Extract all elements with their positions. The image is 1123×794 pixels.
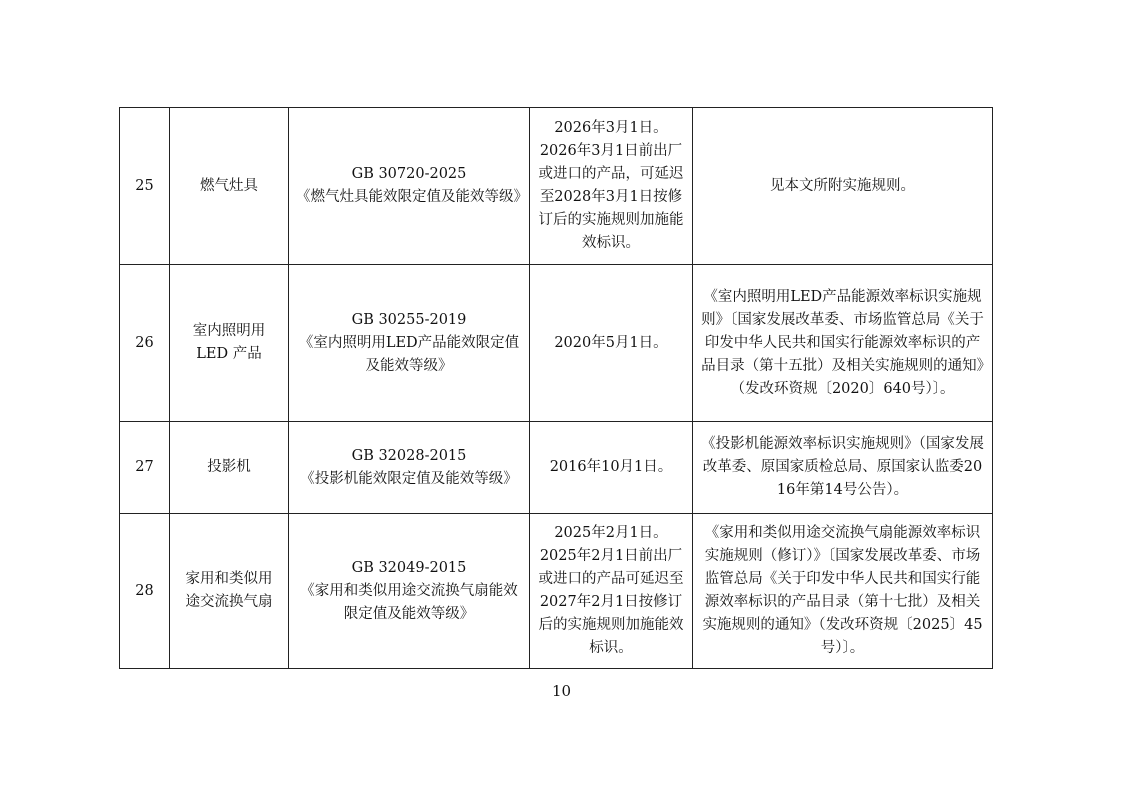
row-number-cell: 28 (120, 514, 170, 669)
standard-code: GB 32049-2015 (351, 559, 467, 576)
product-name-cell (170, 422, 289, 514)
implementation-date-cell (530, 514, 693, 669)
product-name-line: 家用和类似用 (185, 571, 273, 587)
standard-cell (289, 265, 530, 422)
table-row (120, 422, 993, 514)
product-name-cell (170, 514, 289, 669)
implementation-date-cell (530, 108, 693, 265)
implementation-rule-cell: 见本文所附实施规则。 (693, 108, 993, 265)
row-number-cell: 25 (120, 108, 170, 265)
implementation-date: 2020年5月1日。 (554, 334, 668, 351)
products-table (119, 107, 993, 669)
standard-cell (289, 514, 530, 669)
implementation-rule-cell: 《家用和类似用途交流换气扇能源效率标识实施规则（修订）》〔国家发展改革委、市场监管总局《关于印发中华人民共和国实行能源效率标识的产品目录（第十七批）及相关实施规则的通知》（发改环资规〔2025〕45号）〕。 (693, 514, 993, 669)
implementation-date: 2016年10月1日。 (549, 459, 673, 475)
standard-title: 《室内照明用LED产品能效限定值及能效等级》 (298, 334, 520, 374)
implementation-rule-cell: 《投影机能源效率标识实施规则》（国家发展改革委、原国家质检总局、原国家认监委2016年第14号公告）。 (693, 422, 993, 514)
standard-title: 《投影机能效限定值及能效等级》 (300, 470, 518, 487)
implementation-date-cell (530, 265, 693, 422)
standard-code: GB 32028-2015 (351, 447, 467, 464)
product-name-line: 室内照明用 (192, 323, 266, 339)
product-name-line: LED 产品 (196, 346, 262, 362)
table-row (120, 108, 993, 265)
product-name-line: 投影机 (207, 459, 251, 475)
standard-cell (289, 108, 530, 265)
product-name-cell (170, 265, 289, 422)
row-number-cell: 27 (120, 422, 170, 514)
implementation-date: 2025年2月1日。 (554, 525, 668, 541)
standard-cell (289, 422, 530, 514)
table-row (120, 265, 993, 422)
products-table-body (120, 108, 993, 669)
implementation-rule-cell: 《室内照明用LED产品能源效率标识实施规则》〔国家发展改革委、市场监管总局《关于印发中华人民共和国实行能源效率标识的产品目录（第十五批）及相关实施规则的通知》（发改环资规〔2020〕640号）〕。 (693, 265, 993, 422)
product-name-cell (170, 108, 289, 265)
implementation-date: 2026年3月1日。 (554, 120, 668, 136)
standard-code: GB 30720-2025 (351, 166, 467, 182)
standard-title: 《燃气灶具能效限定值及能效等级》 (296, 189, 528, 205)
transition-note: 2026年3月1日前出厂或进口的产品，可延迟至2028年3月1日按修订后的实施规则加施能效标识。 (538, 143, 684, 251)
standard-code: GB 30255-2019 (351, 311, 467, 328)
table-row (120, 514, 993, 669)
implementation-date-cell (530, 422, 693, 514)
row-number-cell: 26 (120, 265, 170, 422)
product-name-line: 途交流换气扇 (185, 594, 273, 610)
standard-title: 《家用和类似用途交流换气扇能效限定值及能效等级》 (300, 582, 518, 622)
page-number: 10 (551, 682, 572, 700)
product-name-line: 燃气灶具 (200, 177, 258, 194)
transition-note: 2025年2月1日前出厂或进口的产品可延迟至2027年2月1日按修订后的实施规则加施能效标识。 (538, 548, 684, 656)
